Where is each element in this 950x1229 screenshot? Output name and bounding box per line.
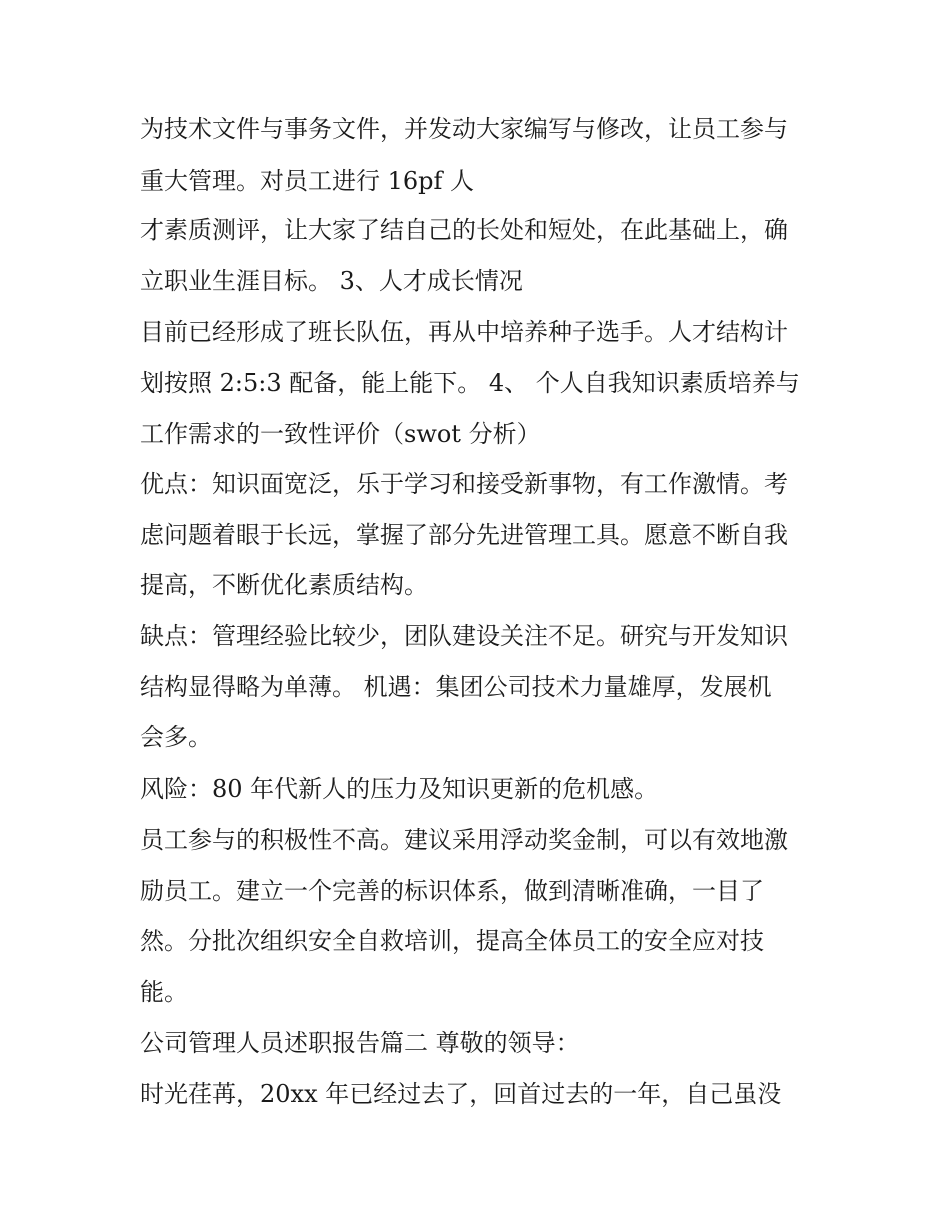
text-line-19: 公司管理人员述职报告篇二 尊敬的领导： [140,1029,580,1057]
text-line-17: 然。分批次组织安全自救培训，提高全体员工的安全应对技 [140,927,764,955]
text-line-15: 员工参与的积极性不高。建议采用浮动奖金制，可以有效地激 [140,826,788,854]
text-line-16: 励员工。建立一个完善的标识体系，做到清晰准确，一目了 [140,877,764,905]
text-line-4: 立职业生涯目标。 3、人才成长情况 [140,267,523,295]
text-line-3: 才素质测评，让大家了结自己的长处和短处，在此基础上，确 [140,216,788,244]
text-line-5: 目前已经形成了班长队伍，再从中培养种子选手。人才结构计 [140,318,788,346]
text-line-8: 优点：知识面宽泛，乐于学习和接受新事物，有工作激情。考 [140,470,788,498]
text-line-7: 工作需求的一致性评价（swot 分析） [140,420,541,448]
text-line-13: 会多。 [140,723,212,751]
text-line-6: 划按照 2:5:3 配备，能上能下。 4、 个人自我知识素质培养与 [140,369,800,397]
text-line-18: 能。 [140,978,188,1006]
text-line-2: 重大管理。对员工进行 16pf 人 [140,167,475,195]
text-line-20: 时光荏苒，20xx 年已经过去了，回首过去的一年，自己虽没 [140,1080,782,1108]
text-line-1: 为技术文件与事务文件，并发动大家编写与修改，让员工参与 [140,115,788,143]
text-line-11: 缺点：管理经验比较少，团队建设关注不足。研究与开发知识 [140,622,788,650]
text-line-10: 提高，不断优化素质结构。 [140,571,428,599]
text-line-14: 风险：80 年代新人的压力及知识更新的危机感。 [140,775,659,803]
text-line-9: 虑问题着眼于长远，掌握了部分先进管理工具。愿意不断自我 [140,521,788,549]
text-line-12: 结构显得略为单薄。 机遇：集团公司技术力量雄厚，发展机 [140,673,772,701]
